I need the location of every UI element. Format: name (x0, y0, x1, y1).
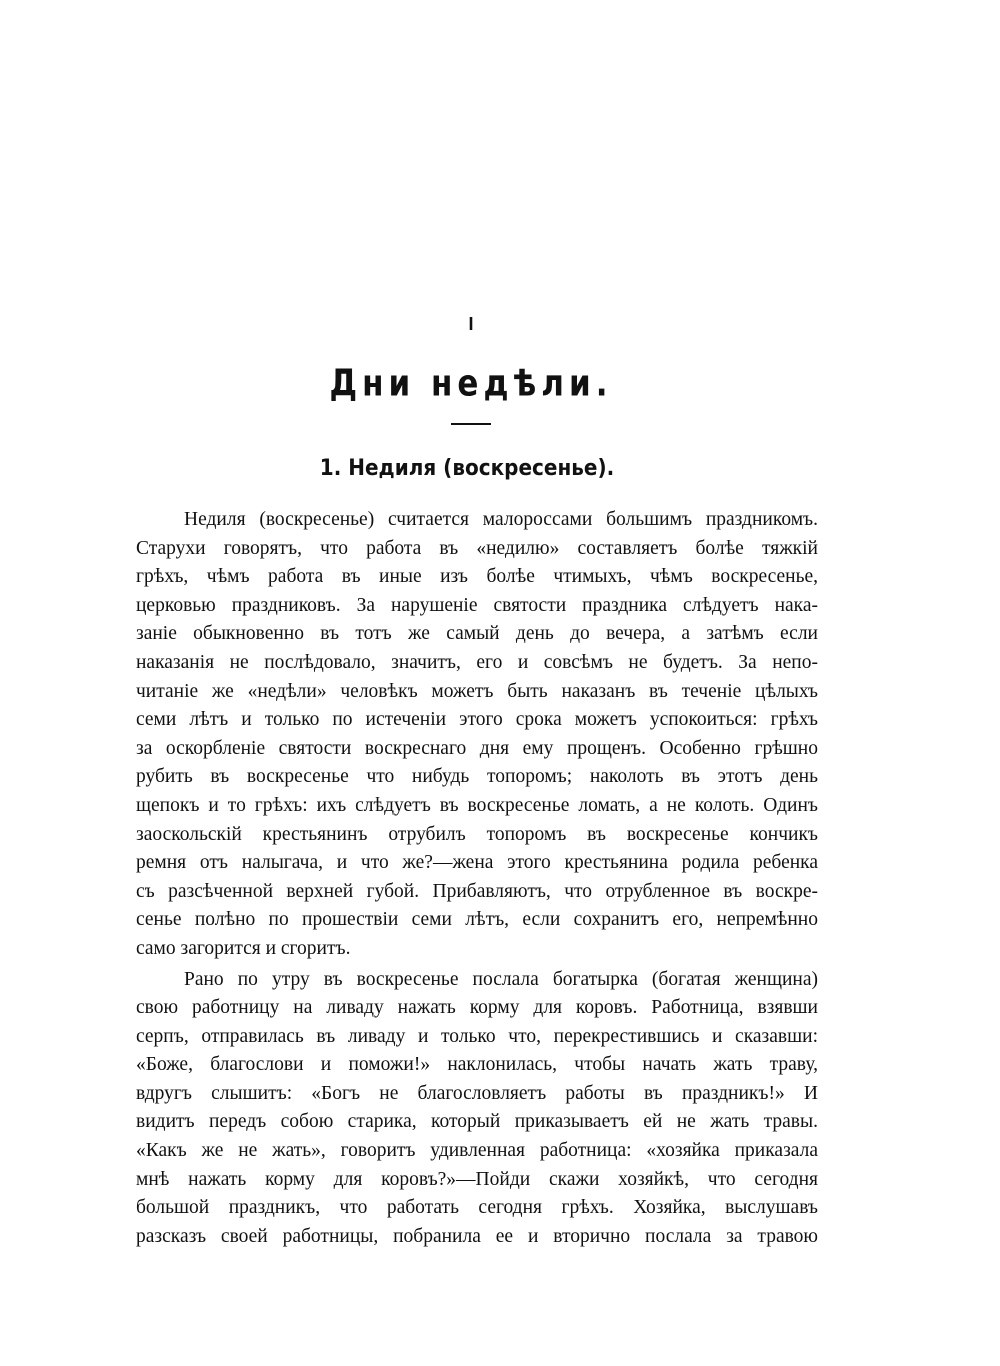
text-line: сенье полѣно по прошествіи семи лѣтъ, если сохранитъ его, непремѣнно (136, 909, 818, 931)
text-line: рубить въ воскресенье что нибудь топоромъ; наколоть въ этотъ день (136, 766, 818, 788)
text-line: «Боже, благослови и поможи!» наклонилась, чтобы начать жать траву, (136, 1054, 818, 1076)
text-line: серпъ, отправилась въ ливаду и только что, перекрестившись и сказавши: (136, 1025, 818, 1047)
text-line: щепокъ и то грѣхъ: ихъ слѣдуетъ въ воскресенье ломать, а не колоть. Одинъ (136, 794, 818, 816)
paragraph (136, 506, 818, 964)
text-line: заніе обыкновенно въ тотъ же самый день до вечера, а затѣмъ если (136, 623, 818, 645)
text-line: ремня отъ налыгача, и что же?—жена этого крестьянина родила ребенка (136, 852, 818, 874)
text-line: грѣхъ, чѣмъ работа въ иные изъ болѣе чтимыхъ, чѣмъ воскресенье, (136, 566, 818, 588)
text-line: Старухи говорятъ, что работа въ «недилю» составляетъ болѣе тяжкій (136, 537, 818, 559)
text-line: читаніе же «недѣли» человѣкъ можетъ быть наказанъ въ теченіе цѣлыхъ (136, 680, 818, 702)
text-line: большой праздникъ, что работать сегодня грѣхъ. Хозяйка, выслушавъ (136, 1197, 818, 1219)
section-title: 1. Недиля (воскресенье). (319, 454, 615, 481)
chapter-title: Дни недѣли. (329, 362, 613, 405)
paragraph (136, 966, 818, 1252)
text-line: за оскорбленіе святости воскреснаго дня ему прощенъ. Особенно грѣшно (136, 737, 818, 759)
text-line: мнѣ нажать корму для коровъ?»—Пойди скажи хозяйкѣ, что сегодня (136, 1168, 818, 1190)
text-line: съ разсѣченной верхней губой. Прибавляютъ, что отрубленное въ воскре- (136, 880, 818, 902)
text-line: церковью праздниковъ. За нарушеніе святости праздника слѣдуетъ нака- (136, 594, 818, 616)
text-line: «Какъ же не жать», говоритъ удивленная работница: «хозяйка приказала (136, 1140, 818, 1162)
chapter-number: I (468, 314, 474, 334)
text-line: Недиля (воскресенье) считается малороссами большимъ праздникомъ. (184, 509, 818, 530)
text-line: заоскольскій крестьянинъ отрубилъ топоромъ въ воскресенье кончикъ (136, 823, 818, 845)
title-divider (451, 423, 491, 425)
text-line: вдругъ слышитъ: «Богъ не благословляетъ работы въ праздникъ!» И (136, 1082, 818, 1104)
text-line: само загорится и сгоритъ. (136, 937, 351, 959)
text-line: разсказъ своей работницы, побранила ее и вторично послала за травою (136, 1225, 818, 1247)
text-line: Рано по утру въ воскресенье послала богатырка (богатая женщина) (184, 968, 818, 990)
text-line: семи лѣтъ и только по истеченіи этого срока можетъ успокоиться: грѣхъ (136, 709, 818, 731)
body-text (136, 506, 818, 1251)
text-line: наказанія не послѣдовало, значитъ, его и совсѣмъ не будетъ. За непо- (136, 651, 818, 673)
text-line: свою работницу на ливаду нажать корму для коровъ. Работница, взявши (136, 997, 818, 1019)
text-line: видитъ передъ собою старика, который приказываетъ ей не жать травы. (136, 1111, 818, 1133)
